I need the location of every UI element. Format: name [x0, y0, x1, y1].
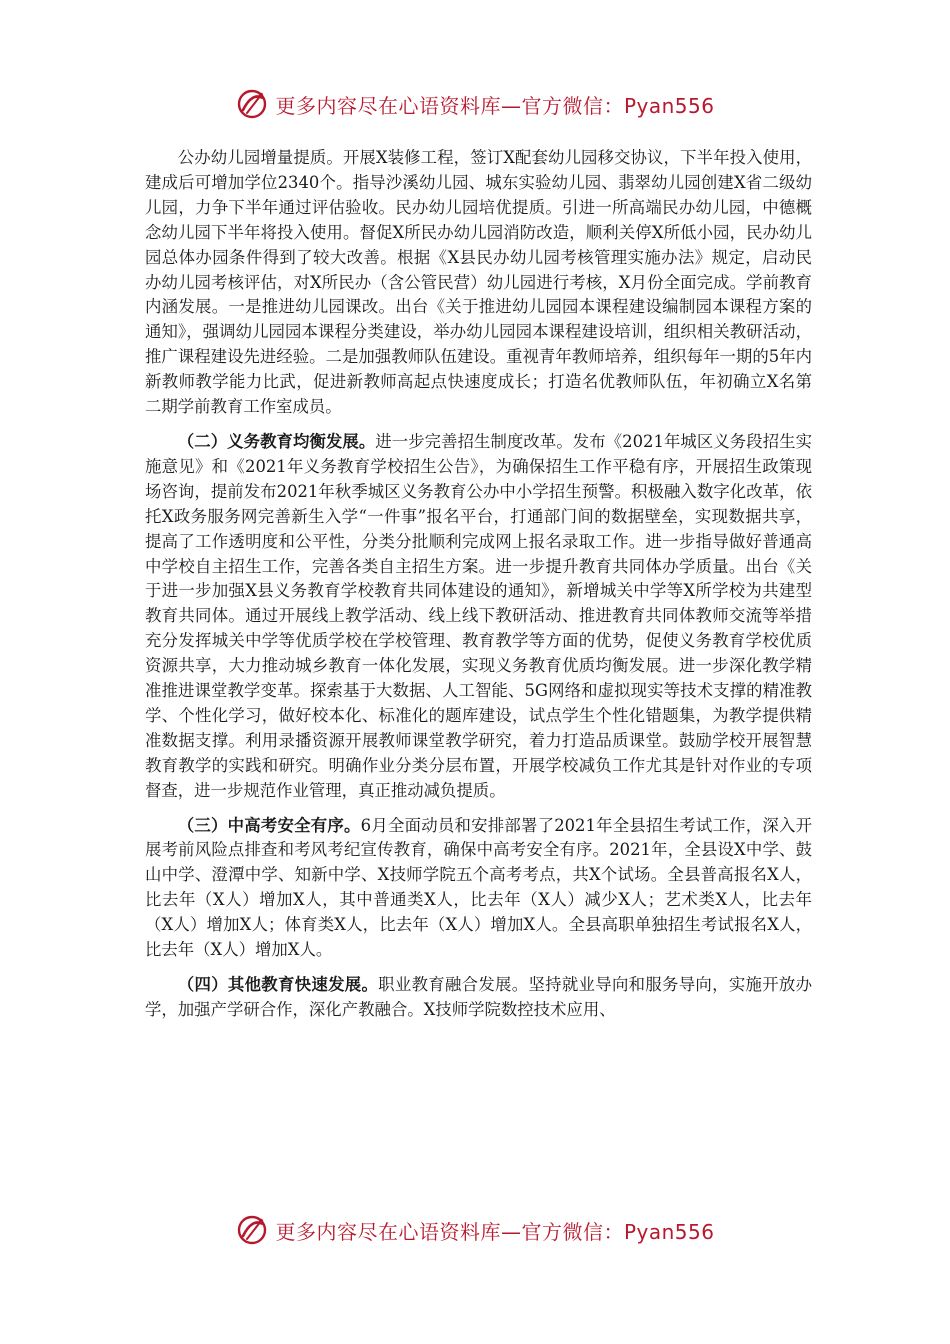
footer-banner [0, 1210, 950, 1250]
paragraph-preschool: 公办幼儿园增量提质。开展X装修工程，签订X配套幼儿园移交协议，下半年投入使用，建成后可增加学位2340个。指导沙溪幼儿园、城东实验幼儿园、翡翠幼儿园创建X省二级幼儿园，力争下半年通过评估验收。民办幼儿园培优提质。引进一所高端民办幼儿园，中德概念幼儿园下半年将投入使用。督促X所民办幼儿园消防改造，顺利关停X所低小园，民办幼儿园总体办园条件得到了较大改善。根据《X县民办幼儿园考核管理实施办法》规定，启动民办幼儿园考核评估，对X所民办（含公管民营）幼儿园进行考核，X月份全面完成。学前教育内涵发展。一是推进幼儿园课改。出台《关于推进幼儿园园本课程建设编制园本课程方案的通知》，强调幼儿园园本课程分类建设，举办幼儿园园本课程建设培训，组织相关教研活动，推广课程建设先进经验。二是加强教师队伍建设。重视青年教师培养，组织每年一期的5年内新教师教学能力比武，促进新教师高起点快速度成长；打造名优教师队伍，年初确立X名第二期学前教育工作室成员。 [145, 148, 812, 417]
brand-logo-icon [235, 1212, 271, 1248]
section-heading-3: （三）中高考安全有序。 [177, 815, 361, 835]
section-heading-4: （四）其他教育快速发展。 [177, 975, 379, 994]
header-banner-text: 更多内容尽在心语资料库—官方微信：Pyan556 [275, 93, 715, 118]
document-body [145, 146, 812, 1023]
paragraph-exams [145, 814, 812, 963]
paragraph-text-3: 6月全面动员和安排部署了2021年全县招生考试工作，深入开展考前风险点排查和考风考纪宣传教育，确保中高考安全有序。2021年，全县设X中学、鼓山中学、澄潭中学、知新中学、X技师学院五个高考考点，共X个试场。全县普高报名X人，比去年（X人）增加X人，其中普通类X人，比去年（X人）减少X人；艺术类X人，比去年（X人）增加X人；体育类X人，比去年（X人）增加X人。全县高职单独招生考试报名X人，比去年（X人）增加X人。 [145, 815, 813, 960]
header-banner [0, 84, 950, 124]
brand-logo-icon [235, 86, 271, 122]
footer-banner-text: 更多内容尽在心语资料库—官方微信：Pyan556 [275, 1219, 715, 1244]
section-heading-2: （二）义务教育均衡发展。 [177, 431, 376, 451]
paragraph-other-education [145, 973, 812, 1023]
paragraph-text-2: 进一步完善招生制度改革。发布《2021年城区义务段招生实施意见》和《2021年义务教育学校招生公告》，为确保招生工作平稳有序，开展招生政策现场咨询，提前发布2021年秋季城区义务教育公办中小学招生预警。积极融入数字化改革，依托X政务服务网完善新生入学“一件事”报名平台，打通部门间的数据壁垒，实现数据共享，提高了工作透明度和公平性，分类分批顺利完成网上报名录取工作。进一步指导做好普通高中学校自主招生工作，完善各类自主招生方案。进一步提升教育共同体办学质量。出台《关于进一步加强X县义务教育学校教育共同体建设的通知》，新增城关中学等X所学校为共建型教育共同体。通过开展线上教学活动、线上线下教研活动、推进教育共同体教师交流等举措充分发挥城关中学等优质学校在学校管理、教育教学等方面的优势，促使义务教育学校优质资源共享，大力推动城乡教育一体化发展，实现义务教育优质均衡发展。进一步深化教学精准推进课堂教学变革。探索基于大数据、人工智能、5G网络和虚拟现实等技术支撑的精准教学、个性化学习，做好校本化、标准化的题库建设，试点学生个性化错题集，为教学提供精准数据支撑。利用录播资源开展教师课堂教学研究，着力打造品质课堂。鼓励学校开展智慧教育教学的实践和研究。明确作业分类分层布置，开展学校减负工作尤其是针对作业的专项督查，进一步规范作业管理，真正推动减负提质。 [145, 431, 812, 800]
paragraph-text-4: 职业教育融合发展。坚持就业导向和服务导向，实施开放办学，加强产学研合作，深化产教融合。X技师学院数控技术应用、 [145, 975, 813, 1019]
paragraph-compulsory-education [145, 430, 812, 804]
